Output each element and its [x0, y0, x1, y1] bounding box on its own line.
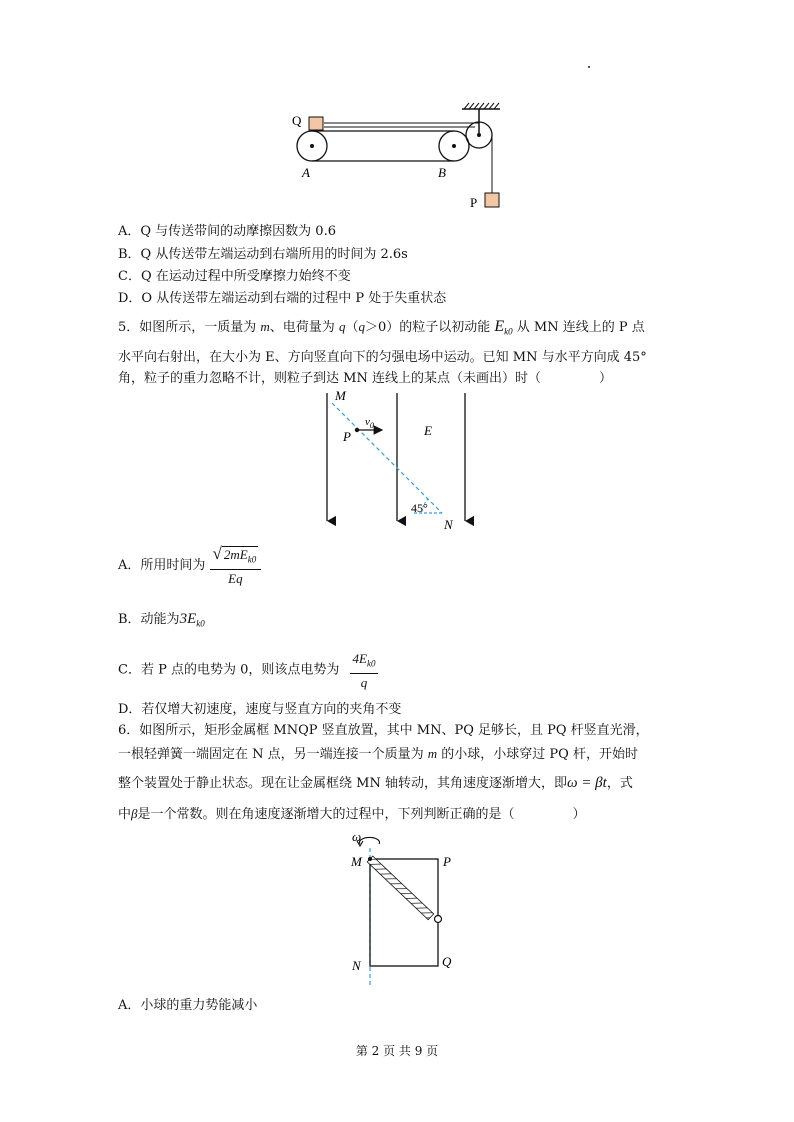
q4-option-a: A．Q 与传送带间的动摩擦因数为 0.6	[118, 224, 336, 239]
label-v0: $v_0$	[365, 416, 374, 430]
q5-stem-line1: 5．如图所示，一质量为 m、电荷量为 q（q＞0）的粒子以初动能 $E_{k0}$ 从 MN 连线上的 P 点	[118, 318, 645, 337]
q6-option-a: A．小球的重力势能减小	[118, 998, 258, 1013]
label-p: P	[443, 854, 451, 869]
rotating-frame-figure	[330, 832, 470, 992]
label-q: Q	[442, 954, 452, 969]
label-n: N	[352, 958, 361, 973]
label-b: B	[438, 165, 446, 180]
q5-option-d: D．若仅增大初速度，速度与竖直方向的夹角不变	[118, 702, 402, 717]
label-a: A	[302, 165, 310, 180]
label-q: Q	[292, 113, 302, 128]
q5-stem-line2: 水平向右射出，在大小为 E、方向竖直向下的匀强电场中运动。已知 MN 与水平方向成 45°	[118, 350, 647, 365]
label-m: M	[351, 854, 362, 869]
q4-option-c: C．Q 在运动过程中所受摩擦力始终不变	[118, 269, 351, 284]
label-n: N	[444, 517, 453, 532]
q4-option-b: B．Q 从传送带左端运动到右端所用的时间为 2.6s	[118, 247, 408, 262]
label-e: E	[424, 423, 432, 438]
q5-stem-line3: 角，粒子的重力忽略不计，则粒子到达 MN 连线上的某点（未画出）时（ ）	[118, 371, 612, 386]
label-m: M	[335, 388, 346, 403]
label-omega: ω	[352, 832, 362, 844]
q5-option-c: C．若 P 点的电势为 0，则该点电势为 $\frac{4E_{k0}}{q}$	[118, 650, 378, 690]
q4-option-d: D．O 从传送带左端运动到右端的过程中 P 处于失重状态	[118, 291, 447, 306]
q5-option-a: A．所用时间为 $\frac{√ 2mE_{k0}}{Eq}$	[118, 544, 261, 588]
q6-stem-line2: 一根轻弹簧一端固定在 N 点，另一端连接一个质量为 m 的小球，小球穿过 PQ 杆，开始时	[118, 746, 638, 762]
page-footer: 第 2 页 共 9 页	[355, 1044, 439, 1058]
label-45: 45°	[411, 501, 428, 515]
q6-stem-line1: 6．如图所示，矩形金属框 MNQP 竖直放置，其中 MN、PQ 足够长，且 PQ 杆竖直光滑，	[118, 723, 649, 738]
conveyor-figure	[280, 95, 520, 215]
q6-stem-line3: 整个装置处于静止状态。现在让金属框绕 MN 轴转动，其角速度逐渐增大，即ω = βt，式	[118, 775, 633, 791]
corner-dot	[588, 66, 590, 68]
q5-option-b: B．动能为$3E_{k0}$	[118, 611, 205, 629]
label-p: P	[343, 429, 351, 444]
electric-field-figure	[310, 385, 480, 535]
label-p: P	[470, 195, 478, 210]
q6-stem-line4: 中β是一个常数。则在角速度逐渐增大的过程中，下列判断正确的是（ ）	[118, 806, 586, 822]
